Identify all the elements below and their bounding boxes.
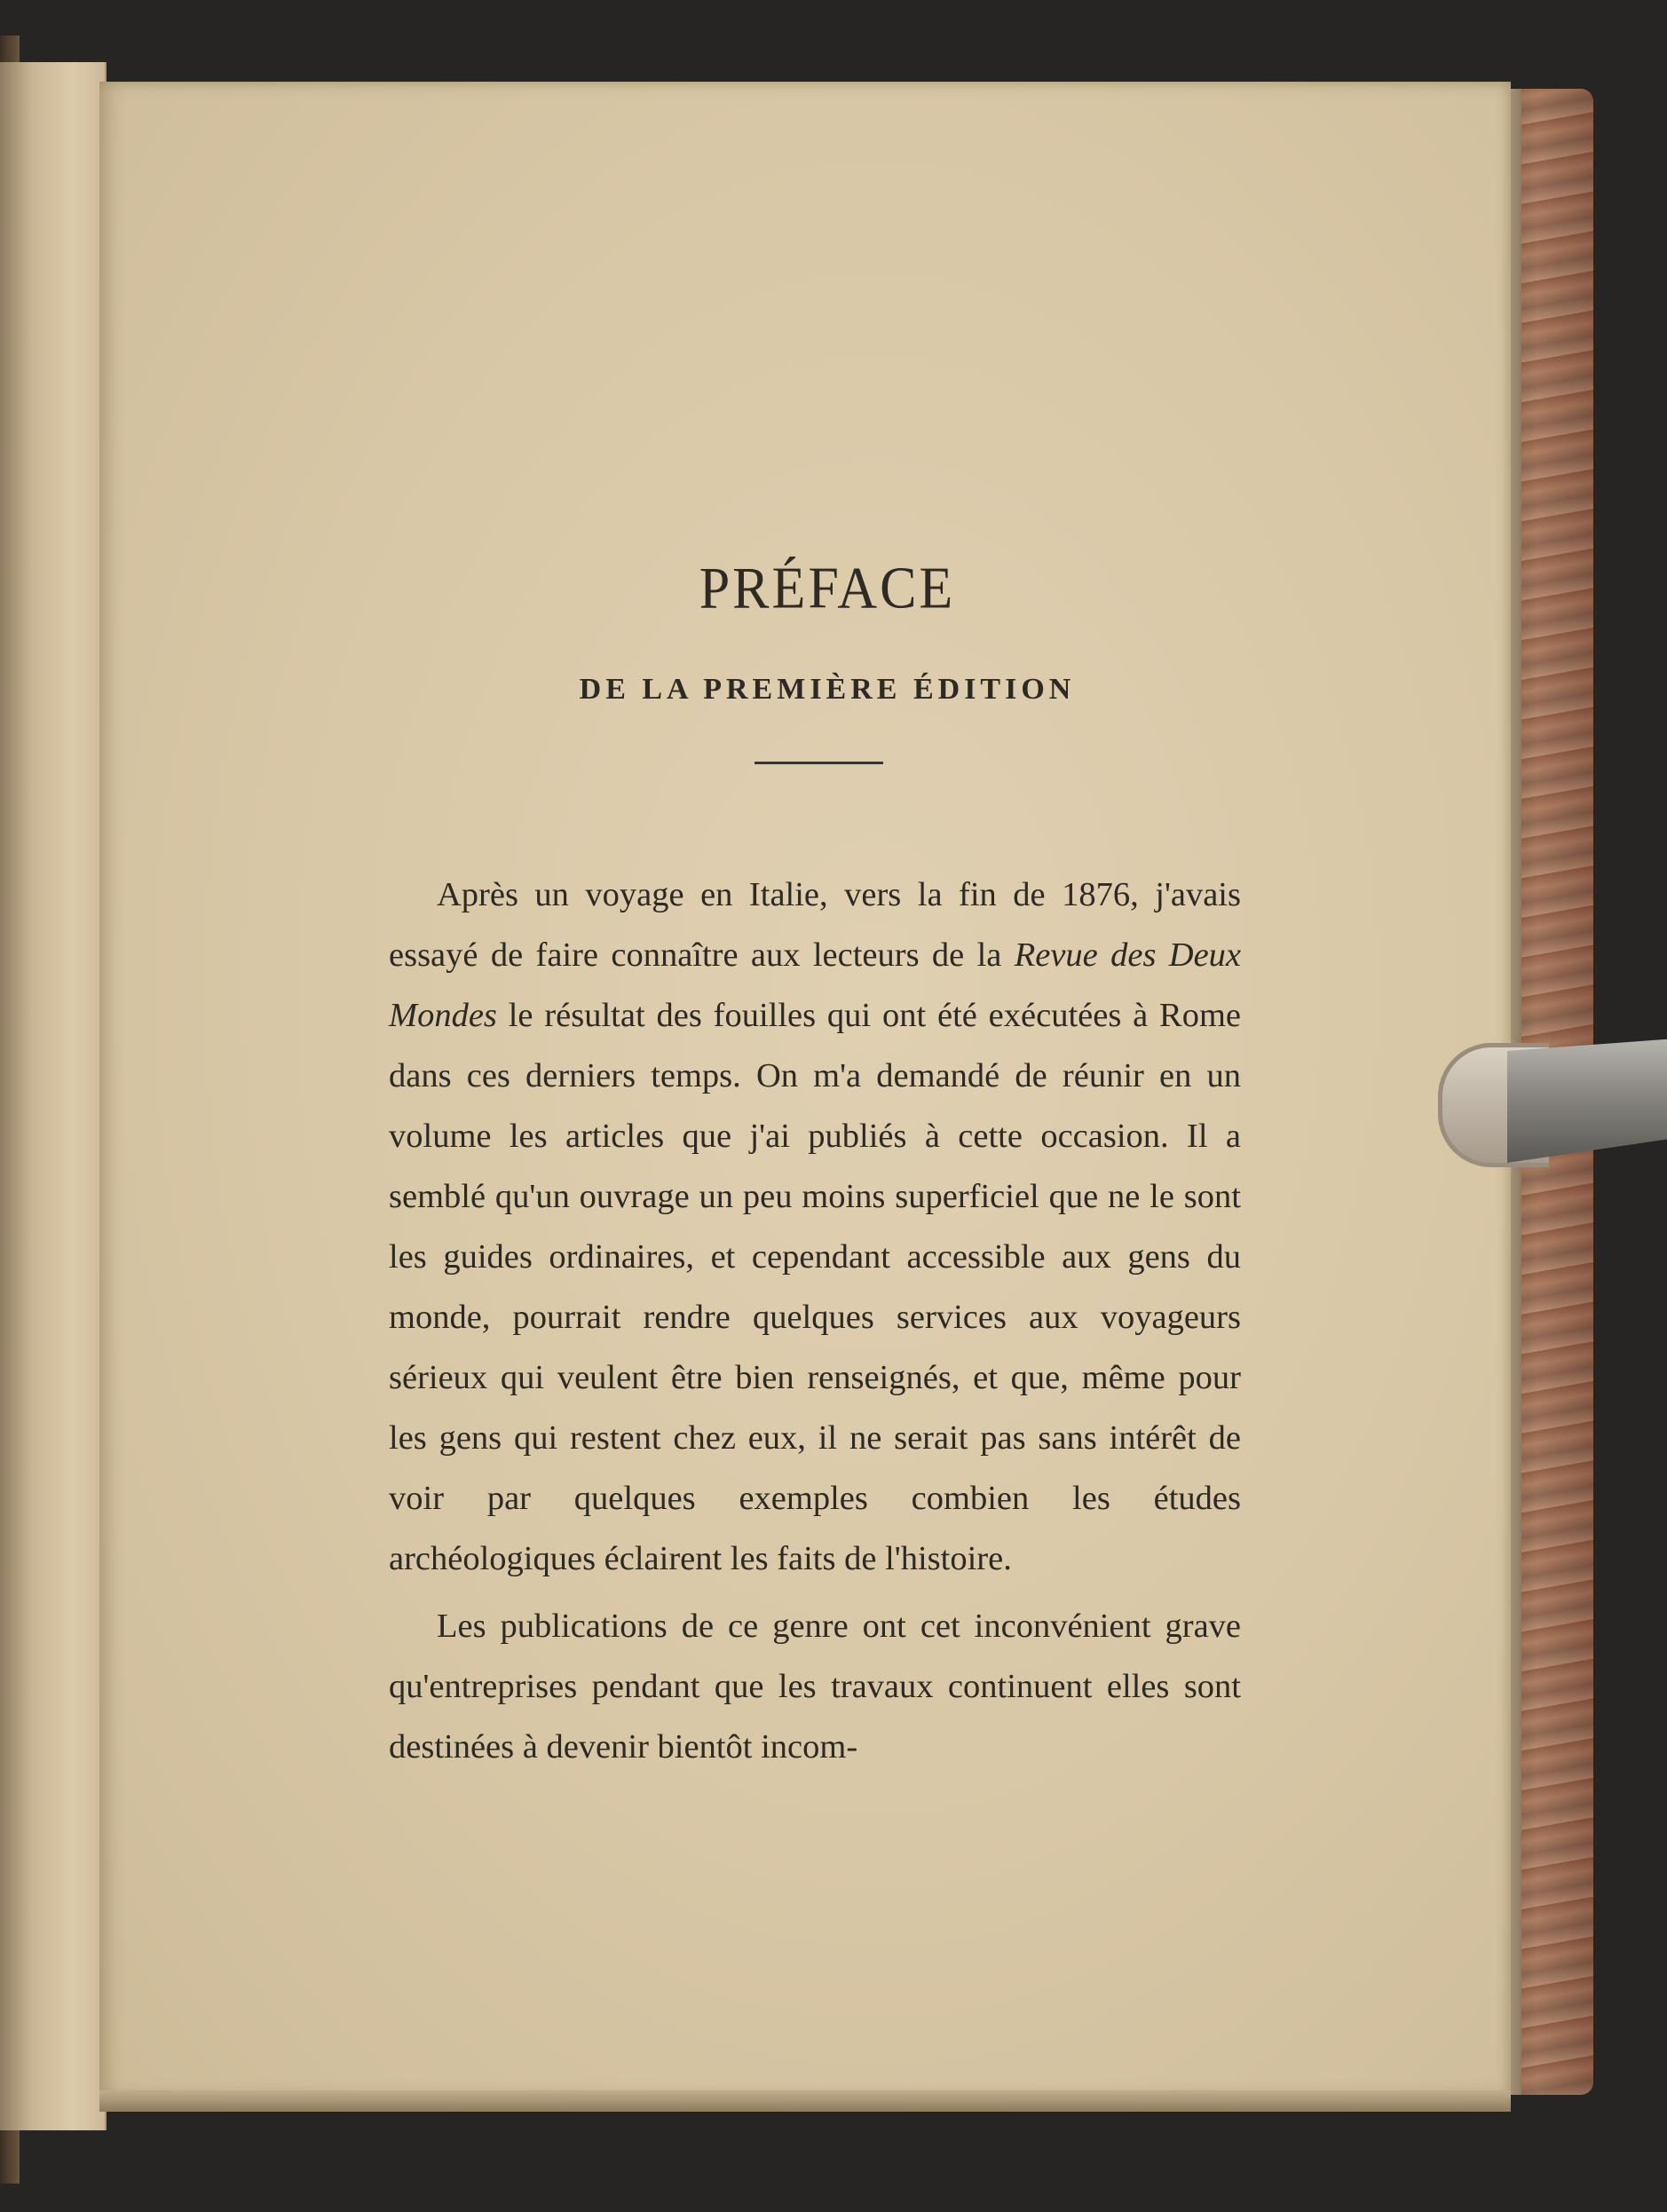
page-subtitle: DE LA PREMIÈRE ÉDITION (579, 673, 1076, 706)
body-text (389, 865, 1241, 1777)
book-page (99, 82, 1511, 2097)
paragraph-1-rest: le résultat des fouilles qui ont été exécutées à Rome dans ces derniers temps. On m'a demandé de réunir en un volume les articles que j'ai publiés à cette occasion. Il a semblé qu'un ouvrage un peu moins superficiel que ne le sont les guides ordinaires, et cependant accessible aux gens du monde, pourrait rendre quelques services aux voyageurs sérieux qui veulent être bien renseignés, et que, même pour les gens qui restent chez eux, il ne serait pas sans intérêt de voir par quelques exemples combien les études archéologiques éclairent les faits de l'histoire. (389, 997, 1241, 1577)
page-bottom-edge (99, 2090, 1511, 2112)
bookmark-blade-icon (1507, 1039, 1667, 1163)
paragraph-1 (389, 865, 1241, 1589)
paragraph-1-start: Après un voyage en Italie, vers la fin de 1876, j'avais essayé de faire connaître aux lecteurs de la (389, 876, 1241, 974)
journal-title: Revue des Deux Mondes (389, 936, 1242, 1034)
title-rule (754, 762, 883, 764)
facing-page-edge (0, 62, 107, 2130)
paragraph-2: Les publications de ce genre ont cet inconvénient grave qu'entreprises pendant que les travaux continuent elles sont destinées à devenir bientôt incom- (389, 1608, 1241, 1766)
page-title: PRÉFACE (699, 556, 956, 621)
